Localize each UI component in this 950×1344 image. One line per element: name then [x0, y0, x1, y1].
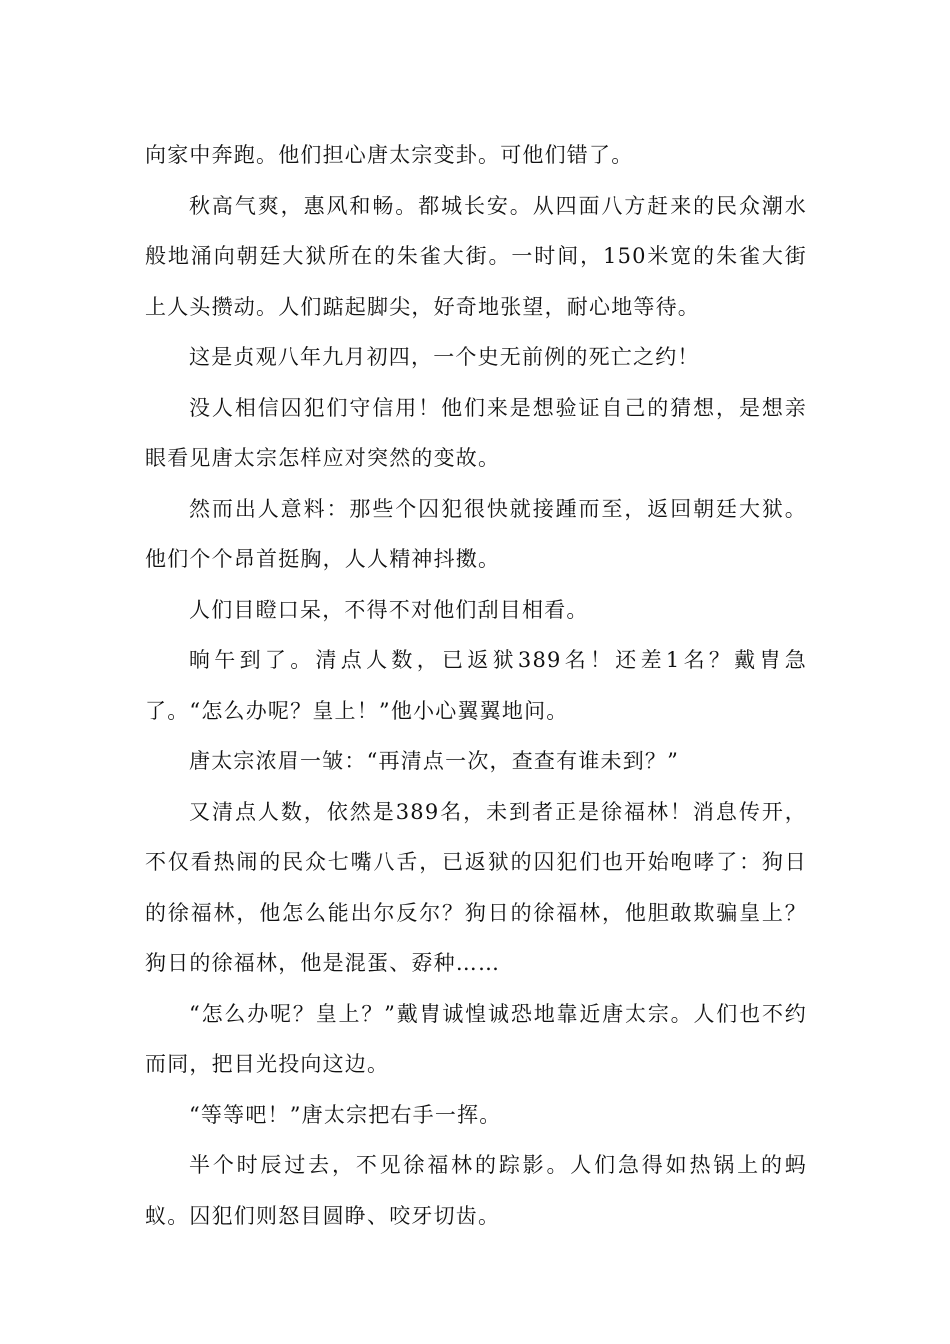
paragraph: 晌午到了。清点人数，已返狱389名！还差1名？戴胄急了。“怎么办呢？皇上！”他小心翼翼地问。 — [145, 648, 807, 723]
paragraph: 这是贞观八年九月初四，一个史无前例的死亡之约！ — [189, 345, 700, 369]
paragraph: 向家中奔跑。他们担心唐太宗变卦。可他们错了。 — [145, 143, 634, 167]
document-body — [145, 130, 807, 1241]
paragraph: “怎么办呢？皇上？”戴胄诚惶诚恐地靠近唐太宗。人们也不约而同，把目光投向这边。 — [145, 1001, 807, 1076]
paragraph: 然而出人意料：那些个囚犯很快就接踵而至，返回朝廷大狱。他们个个昂首挺胸，人人精神抖擞。 — [145, 496, 807, 571]
paragraph: 又清点人数，依然是389名，未到者正是徐福林！消息传开，不仅看热闹的民众七嘴八舌，已返狱的囚犯们也开始咆哮了：狗日的徐福林，他怎么能出尔反尔？狗日的徐福林，他胆敢欺骗皇上？狗日的徐福林，他是混蛋、孬种…… — [145, 799, 807, 975]
paragraph: 没人相信囚犯们守信用！他们来是想验证自己的猜想，是想亲眼看见唐太宗怎样应对突然的变故。 — [145, 395, 807, 470]
paragraph: 半个时辰过去，不见徐福林的踪影。人们急得如热锅上的蚂蚁。囚犯们则怒目圆睁、咬牙切齿。 — [145, 1153, 807, 1228]
paragraph: “等等吧！”唐太宗把右手一挥。 — [189, 1102, 502, 1127]
paragraph: 唐太宗浓眉一皱：“再清点一次，查查有谁未到？” — [189, 749, 680, 773]
paragraph: 秋高气爽，惠风和畅。都城长安。从四面八方赶来的民众潮水般地涌向朝廷大狱所在的朱雀大街。一时间，150米宽的朱雀大街上人头攒动。人们踮起脚尖，好奇地张望，耐心地等待。 — [145, 193, 807, 319]
paragraph: 人们目瞪口呆，不得不对他们刮目相看。 — [189, 597, 589, 622]
